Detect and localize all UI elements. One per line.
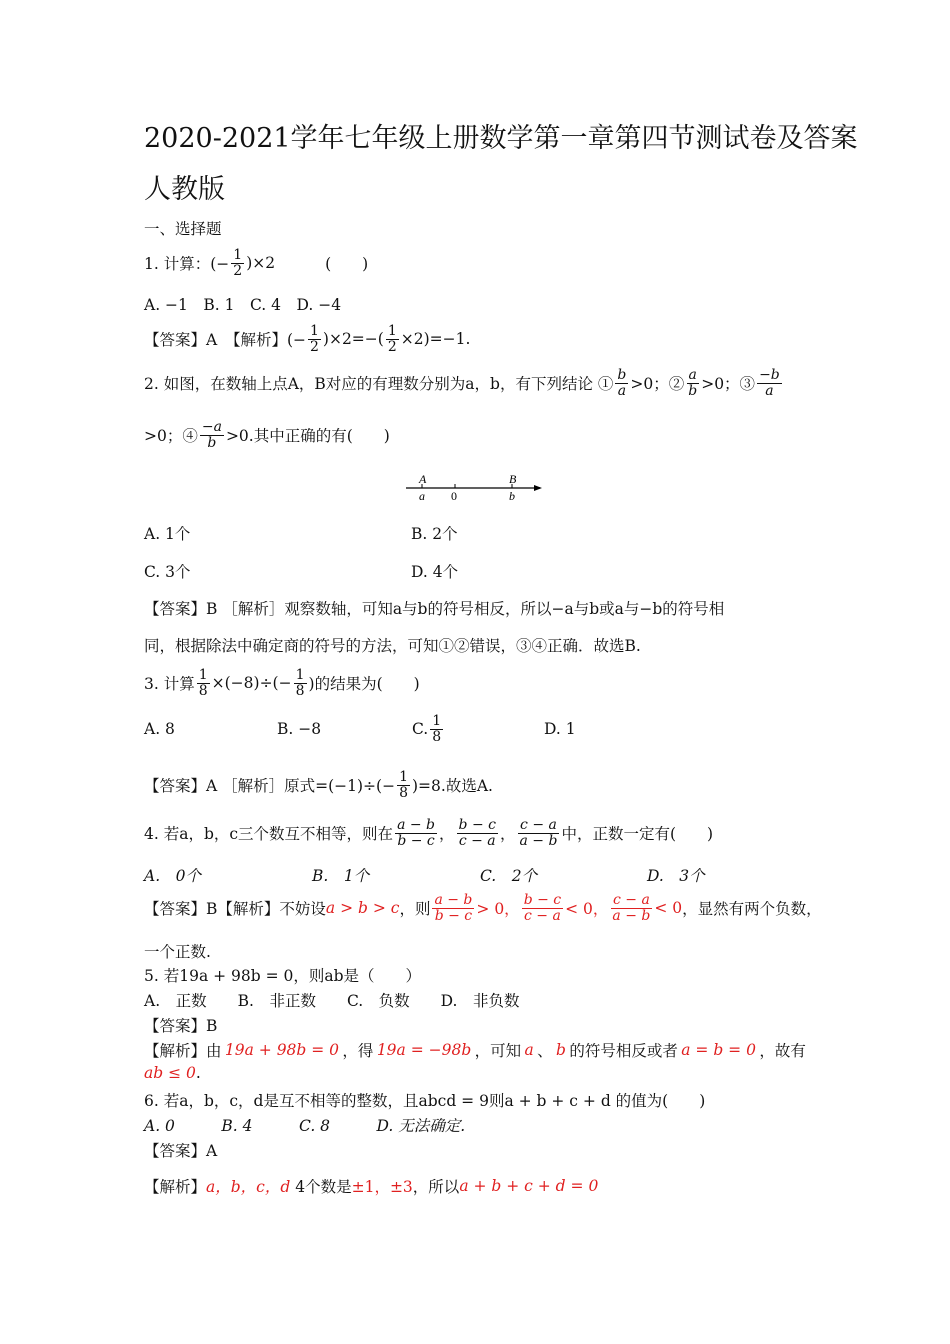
question-1-options: A. −1 B. 1 C. 4 D. −4: [144, 296, 342, 314]
question-4-answer: 【答案】B【解析】不妨设 a > b > c ，则 $\frac{a - b}{b - c}$ > 0， $\frac{b - c}{c - a}$ < 0， $\frac{c - a}{a - b}$ < 0 ，显然有两个负数，: [144, 892, 822, 924]
question-6: 6. 若a，b，c，d是互不相等的整数，且abcd = 9则a + b + c + d 的值为( ): [144, 1092, 706, 1110]
point-B-label: B: [509, 472, 517, 486]
fraction: $\frac{1}{2}$: [233, 247, 243, 279]
point-a-label: a: [419, 489, 425, 503]
question-3: 3. 计算 $\frac{1}{8}$ ×(−8)÷(− $\frac{1}{8}$ )的结果为( ): [144, 667, 420, 699]
question-5-explanation: 【解析】由 19a + 98b = 0 ，得 19a = −98b ，可知 a 、 b 的符号相反或者 a = b = 0 ，故有: [144, 1041, 806, 1060]
question-4-answer-line2: 一个正数.: [144, 943, 211, 961]
question-4-options: A. 0个 B. 1个 C. 2个 D. 3个: [144, 867, 705, 885]
section-heading: 一、选择题: [144, 220, 222, 238]
question-2-answer-line2: 同，根据除法中确定商的符号的方法，可知①②错误，③④正确．故选B.: [144, 637, 641, 655]
question-1-answer: 【答案】A 【解析】(− $\frac{1}{2}$ )×2=−( $\frac{1}{2}$ ×2)=−1.: [144, 323, 471, 355]
question-2-answer-line1: 【答案】B ［解析］观察数轴，可知a与b的符号相反，所以−a与b或a与−b的符号相: [144, 600, 725, 618]
point-A-label: A: [419, 472, 427, 486]
zero-label: 0: [451, 489, 457, 503]
number-line-figure: [400, 470, 550, 504]
question-6-answer: 【答案】A: [144, 1142, 218, 1160]
doc-title-line2: 人教版: [144, 174, 225, 205]
question-3-answer: 【答案】A ［解析］原式=(−1)÷(− $\frac{1}{8}$ )=8.故选A.: [144, 769, 493, 801]
question-5-answer: 【答案】B: [144, 1017, 218, 1035]
question-3-options: A. 8 B. −8 C. $\frac{1}{8}$ D. 1: [144, 712, 576, 745]
point-b-label: b: [509, 489, 515, 503]
question-6-options: A. 0 B. 4 C. 8 D. 无法确定.: [144, 1117, 466, 1135]
question-5: 5. 若19a + 98b = 0，则ab是（ ）: [144, 967, 422, 985]
question-1: 1. 计算：(− $\frac{1}{2}$ )×2 ( ): [144, 247, 369, 279]
question-2-line2: >0；④ $\frac{-a}{b}$ >0.其中正确的有( ): [144, 419, 390, 451]
question-2: 2. 如图，在数轴上点A，B对应的有理数分别为a，b，有下列结论 ① $\frac{b}{a}$ >0；② $\frac{a}{b}$ >0；③ $\frac{-b}{a}$: [144, 367, 780, 399]
question-6-explanation: 【解析】 a，b，c，d 4个数是 ±1，±3 ，所以 a + b + c + d = 0: [144, 1177, 599, 1196]
doc-title-line1: 2020-2021学年七年级上册数学第一章第四节测试卷及答案: [144, 123, 858, 154]
question-5-explanation-line2: ab ≤ 0 .: [144, 1064, 201, 1082]
question-2-options-row2: C. 3个 D. 4个: [144, 563, 459, 581]
question-5-options: A. 正数 B. 非正数 C. 负数 D. 非负数: [144, 992, 520, 1010]
question-4: 4. 若a，b，c三个数互不相等，则在 $\frac{a - b}{b - c}$ ， $\frac{b - c}{c - a}$ ， $\frac{c - a}{a - b}$ 中，正数一定有( ): [144, 817, 714, 849]
question-2-options-row1: A. 1个 B. 2个: [144, 525, 458, 543]
